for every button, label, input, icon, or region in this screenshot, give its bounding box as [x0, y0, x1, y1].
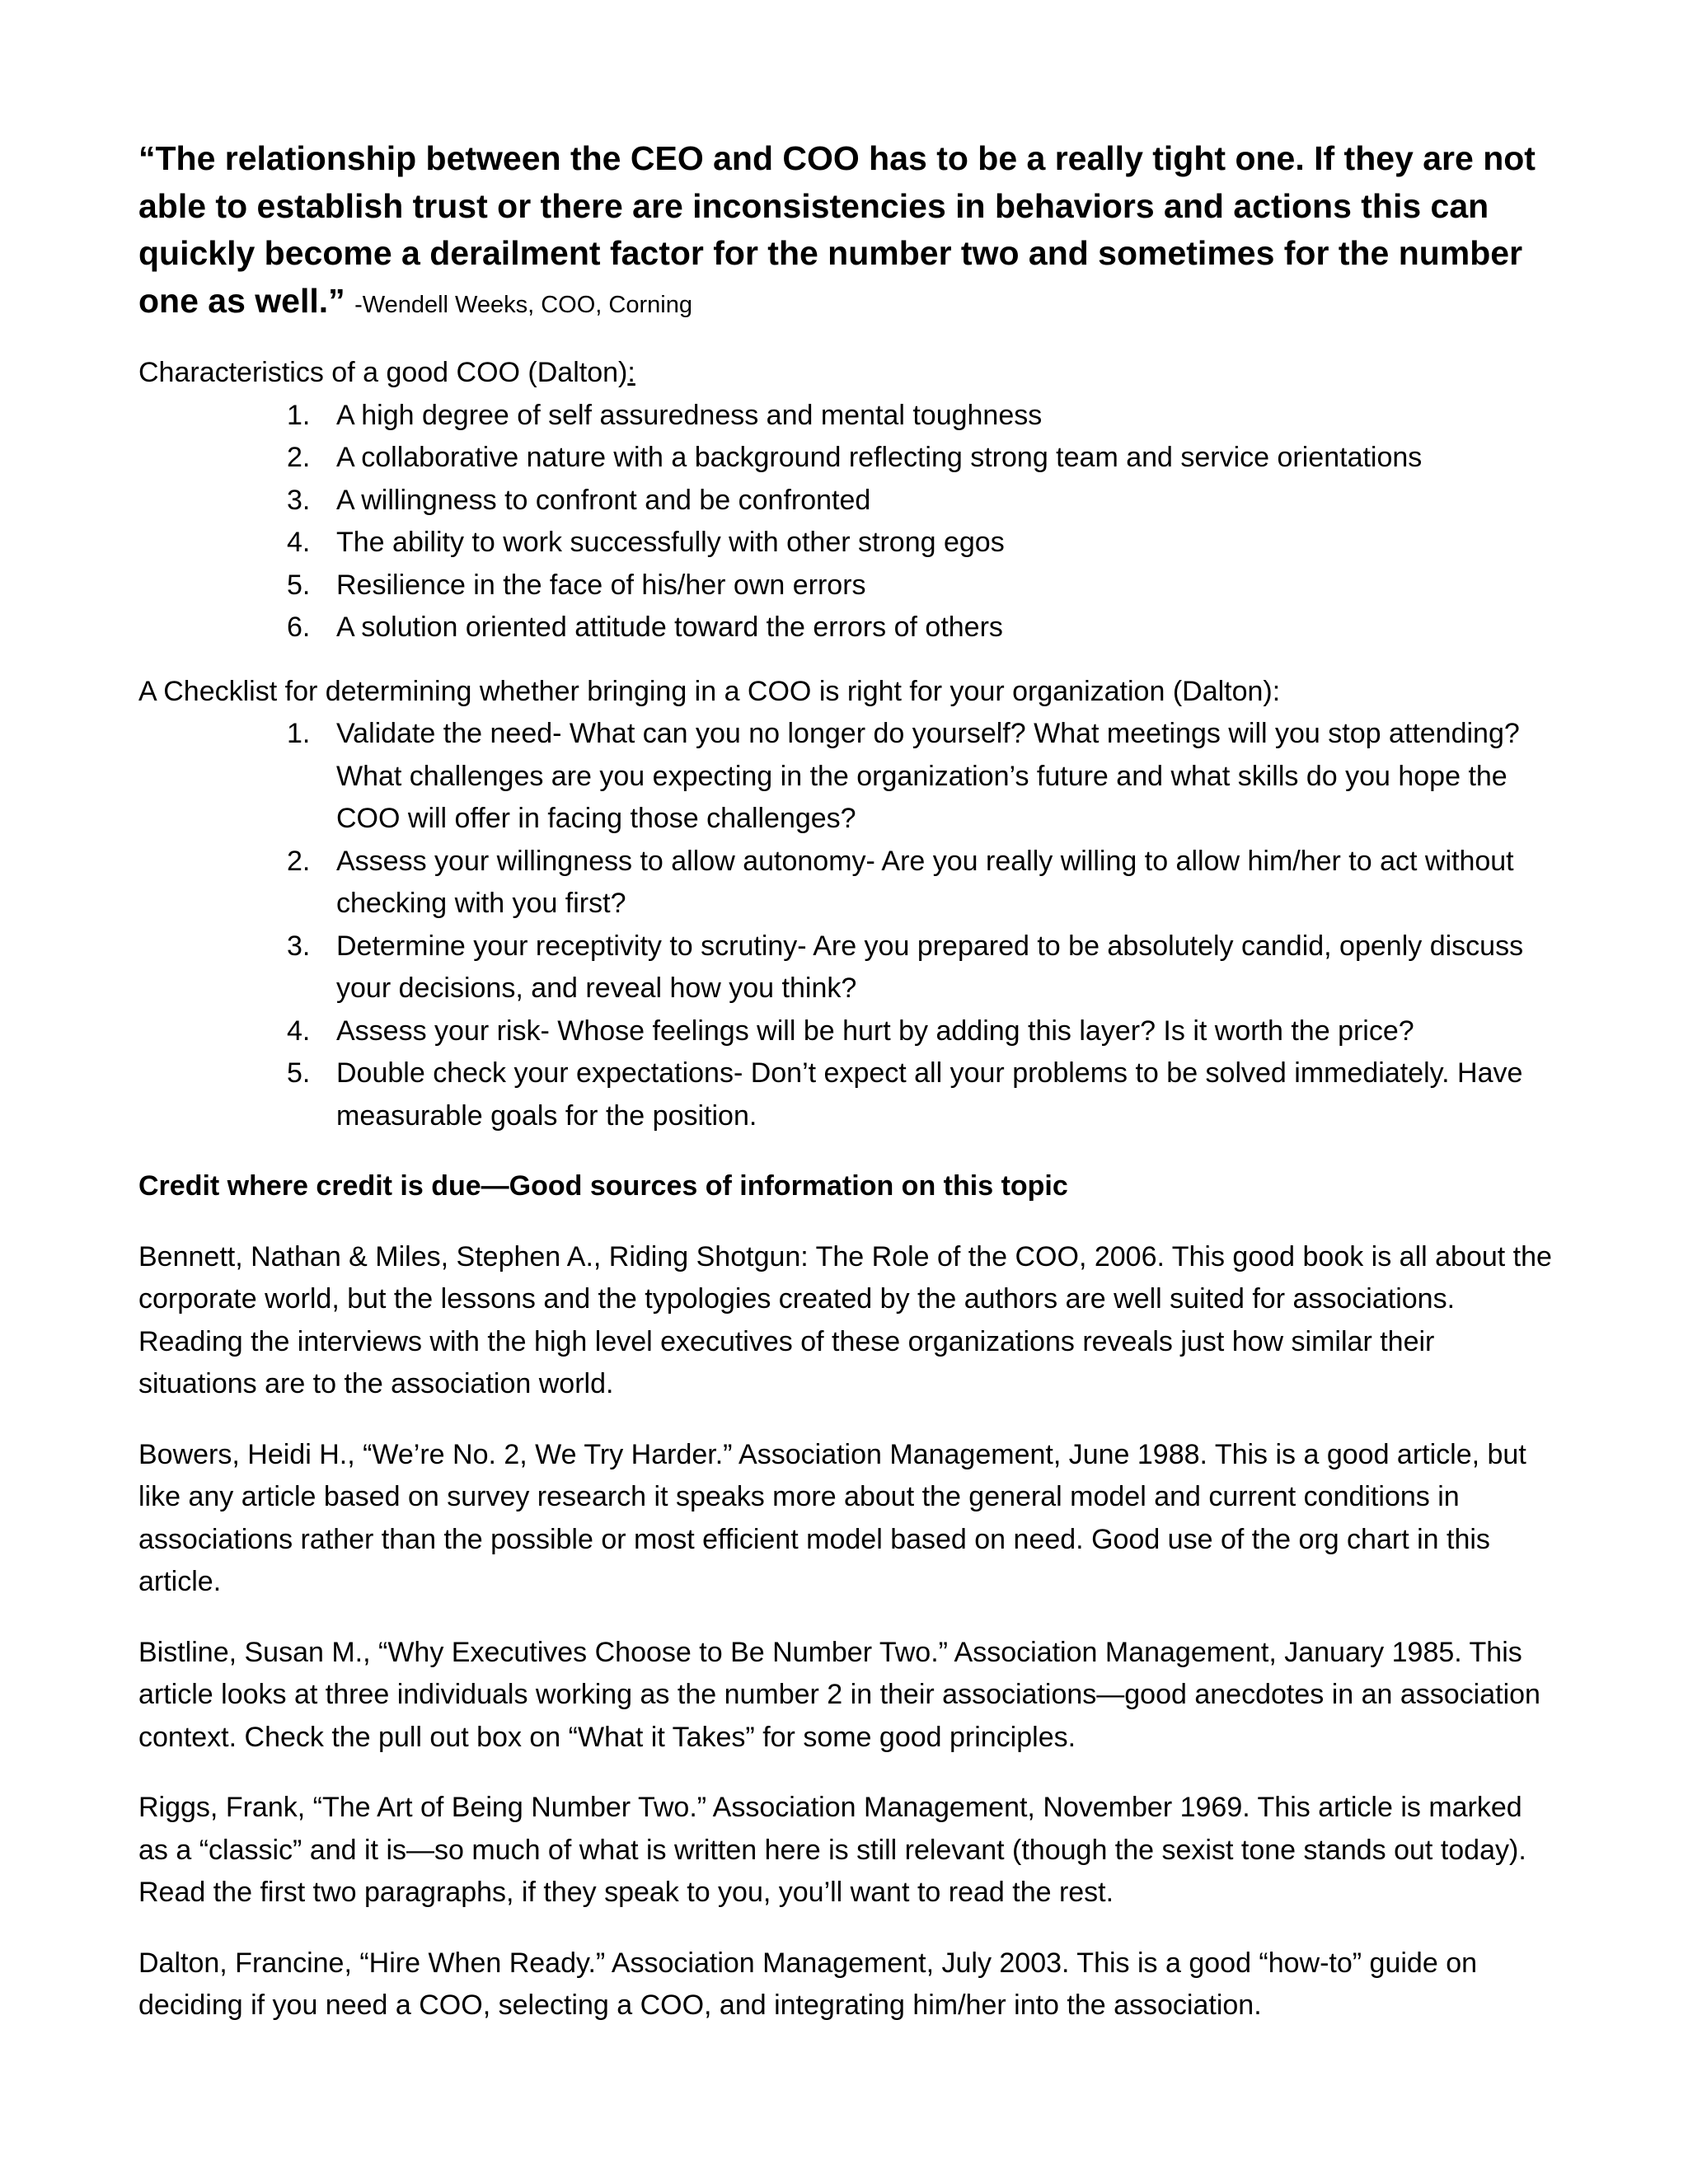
- sources-heading: Credit where credit is due—Good sources of information on this topic: [138, 1170, 1068, 1202]
- characteristics-intro: [138, 352, 1556, 395]
- list-item: [138, 437, 1556, 480]
- list-item: [138, 522, 1556, 565]
- list-item-text: Assess your risk- Whose feelings will be hurt by adding this layer? Is it worth the price?: [336, 1015, 1414, 1047]
- list-item: [138, 841, 1556, 926]
- list-item-text: Validate the need- What can you no longer do yourself? What meetings will you stop attending? What challenges are you expecting in the organization’s future and what skills do you hope the COO will offer in facing those challenges?: [336, 718, 1520, 834]
- reference-entry: Bennett, Nathan & Miles, Stephen A., Riding Shotgun: The Role of the COO, 2006. This good book is all about the corporate world, but the lessons and the typologies created by the authors are well suited for associations. Reading the interviews with the high level executives of these organizations reveals just how similar their situations are to the association world.: [138, 1240, 1552, 1399]
- list-item: [138, 565, 1556, 607]
- list-item-number: 6.: [287, 612, 311, 643]
- document-page: [138, 135, 1556, 2027]
- list-item-text: Resilience in the face of his/her own errors: [336, 569, 866, 601]
- list-item: [138, 1010, 1556, 1053]
- list-item-text: The ability to work successfully with other strong egos: [336, 527, 1005, 558]
- characteristics-intro-text: Characteristics of a good COO (Dalton): [138, 357, 628, 388]
- list-item-number: 3.: [287, 930, 311, 962]
- quote-attribution: -Wendell Weeks, COO, Corning: [354, 291, 692, 318]
- reference-entry: Bowers, Heidi H., “We’re No. 2, We Try Harder.” Association Management, June 1988. This is a good article, but like any article based on survey research it speaks more about the general model and current conditions in associations rather than the possible or most efficient model based on need. Good use of the org chart in this article.: [138, 1438, 1526, 1597]
- list-item-number: 5.: [287, 1057, 311, 1089]
- list-item-text: A high degree of self assuredness and mental toughness: [336, 399, 1043, 431]
- checklist-list: [138, 713, 1556, 1137]
- list-item-text: Double check your expectations- Don’t expect all your problems to be solved immediately. Have measurable goals for the position.: [336, 1057, 1523, 1132]
- list-item: [138, 713, 1556, 841]
- list-item: [138, 480, 1556, 523]
- list-item-text: A solution oriented attitude toward the errors of others: [336, 612, 1003, 643]
- checklist-intro: A Checklist for determining whether bringing in a COO is right for your organization (Dalton):: [138, 675, 1281, 707]
- list-item: [138, 607, 1556, 649]
- list-item-number: 4.: [287, 1015, 311, 1047]
- quote-text: “The relationship between the CEO and COO has to be a really tight one. If they are not able to establish trust or there are inconsistencies in behaviors and actions this can quickly become a derailment factor for the number two and sometimes for the number one as well.”: [138, 139, 1536, 320]
- list-item-text: Determine your receptivity to scrutiny- Are you prepared to be absolutely candid, openly discuss your decisions, and reveal how you think?: [336, 930, 1524, 1004]
- list-item-number: 1.: [287, 399, 311, 431]
- list-item-number: 2.: [287, 845, 311, 877]
- list-item-number: 2.: [287, 442, 311, 473]
- reference-entry: Dalton, Francine, “Hire When Ready.” Association Management, July 2003. This is a good “how-to” guide on deciding if you need a COO, selecting a COO, and integrating him/her into the association.: [138, 1947, 1478, 2021]
- list-item-number: 1.: [287, 718, 311, 749]
- list-item-number: 3.: [287, 484, 311, 516]
- list-item: [138, 1052, 1556, 1137]
- list-item-text: A collaborative nature with a background reflecting strong team and service orientations: [336, 442, 1423, 473]
- list-item-text: Assess your willingness to allow autonomy- Are you really willing to allow him/her to act without checking with you first?: [336, 845, 1514, 919]
- characteristics-intro-colon: :: [627, 357, 635, 388]
- list-item: [138, 926, 1556, 1010]
- opening-quote: [138, 135, 1556, 329]
- list-item-text: A willingness to confront and be confronted: [336, 484, 871, 516]
- characteristics-list: [138, 395, 1556, 649]
- list-item-number: 4.: [287, 527, 311, 558]
- list-item-number: 5.: [287, 569, 311, 601]
- reference-entry: Riggs, Frank, “The Art of Being Number Two.” Association Management, November 1969. This article is marked as a “classic” and it is—so much of what is written here is still relevant (though the sexist tone stands out today). Read the first two paragraphs, if they speak to you, you’ll want to read the rest.: [138, 1792, 1526, 1908]
- reference-entry: Bistline, Susan M., “Why Executives Choose to Be Number Two.” Association Management, January 1985. This article looks at three individuals working as the number 2 in their associations—good anecdotes in an association context. Check the pull out box on “What it Takes” for some good principles.: [138, 1636, 1540, 1753]
- list-item: [138, 395, 1556, 438]
